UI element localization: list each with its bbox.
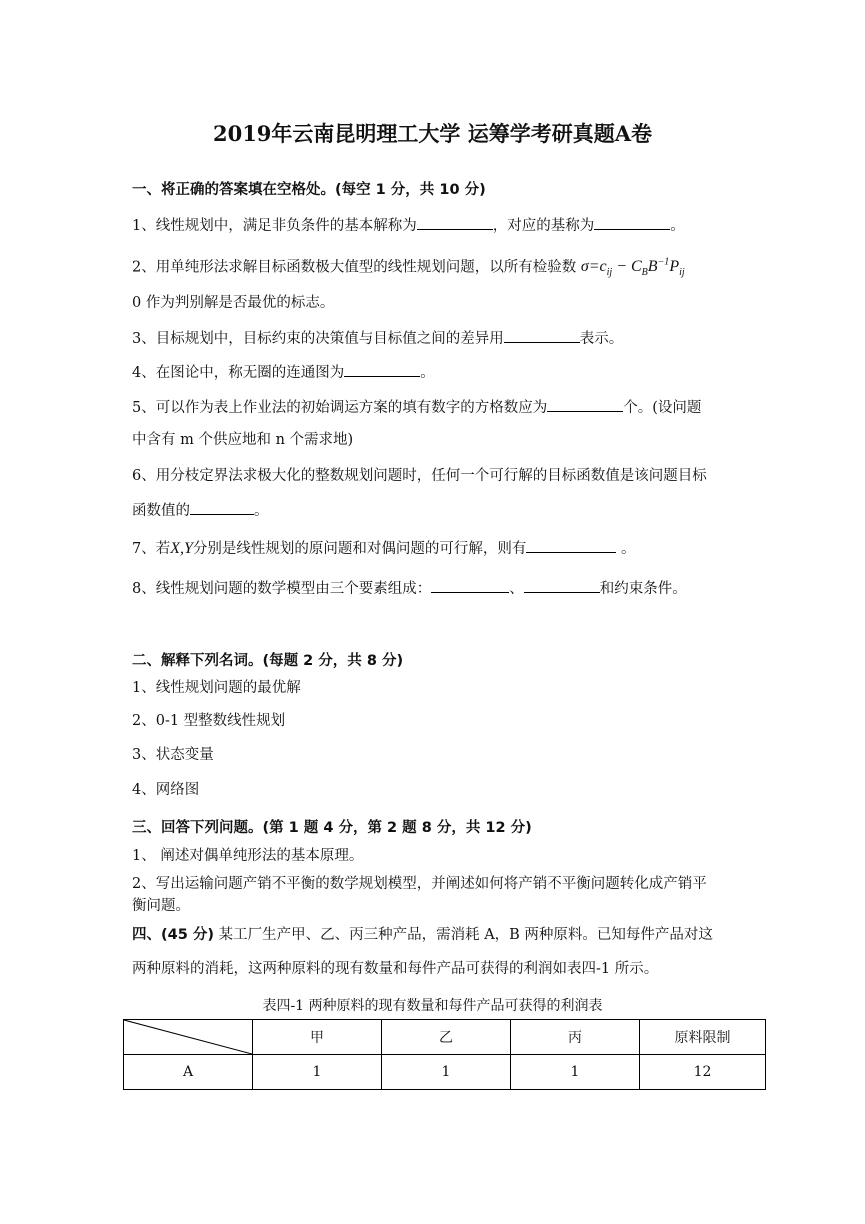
variables-xy: X,Y: [170, 540, 193, 557]
section-4-heading: 四、(45 分): [132, 927, 214, 943]
header-cell: 乙: [382, 1020, 511, 1055]
question-1-2-cont: 0 作为判别解是否最优的标志。: [132, 295, 335, 311]
table-cell: 1: [253, 1055, 382, 1090]
header-cell: 原料限制: [640, 1020, 766, 1055]
table-cell: 1: [382, 1055, 511, 1090]
question-1-7: 7、若X,Y分别是线性规划的原问题和对偶问题的可行解，则有 。: [132, 540, 636, 557]
header-cell: 丙: [511, 1020, 640, 1055]
question-1-8: 8、线性规划问题的数学模型由三个要素组成： 、 和约束条件。: [132, 578, 687, 599]
question-1-6-cont: 函数值的 。: [132, 500, 269, 521]
question-1-5-cont: 中含有 m 个供应地和 n 个需求地): [132, 432, 354, 448]
question-1-5: 5、可以作为表上作业法的初始调运方案的填有数字的方格数应为 个。(设问题: [132, 397, 701, 418]
answer-blank: [504, 328, 580, 343]
header-cell: 甲: [253, 1020, 382, 1055]
materials-table: [123, 1019, 766, 1090]
table-row: [124, 1055, 766, 1090]
term-item: 2、0-1 型整数线性规划: [132, 713, 286, 729]
check-number-formula: $\sigma=c_{ij} - C_BB^{-1}P_{ij}$: [580, 257, 685, 279]
section-4-text: 四、(45 分) 某工厂生产甲、乙、丙三种产品，需消耗 A，B 两种原料。已知每件产品对这: [132, 927, 713, 943]
term-item: 3、状态变量: [132, 747, 214, 763]
answer-blank: [594, 215, 670, 230]
question-3-2-cont: 衡问题。: [132, 898, 190, 914]
answer-blank: [547, 397, 623, 412]
page-title: 2019年云南昆明理工大学 运筹学考研真题A卷: [212, 121, 653, 146]
question-3-1: 1、 阐述对偶单纯形法的基本原理。: [132, 848, 364, 864]
question-1-1: 1、线性规划中，满足非负条件的基本解称为 ，对应的基称为 。: [132, 215, 685, 236]
answer-blank: [526, 538, 616, 553]
answer-blank: [344, 362, 420, 377]
question-1-4: 4、在图论中，称无圈的连通图为 。: [132, 362, 435, 383]
table-cell: A: [124, 1055, 253, 1090]
question-1-3: 3、目标规划中，目标约束的决策值与目标值之间的差异用 表示。: [132, 328, 623, 349]
question-3-2: 2、写出运输问题产销不平衡的数学规划模型，并阐述如何将产销不平衡问题转化成产销平: [132, 876, 707, 892]
section-3-heading: 三、回答下列问题。(第 1 题 4 分，第 2 题 8 分，共 12 分): [132, 820, 532, 836]
question-1-6: 6、用分枝定界法求极大化的整数规划问题时，任何一个可行解的目标函数值是该问题目标: [132, 468, 707, 484]
answer-blank: [417, 215, 493, 230]
table-cell: 1: [511, 1055, 640, 1090]
term-item: 1、线性规划问题的最优解: [132, 680, 301, 696]
section-1-heading: 一、将正确的答案填在空格处。(每空 1 分，共 10 分): [132, 182, 486, 198]
table-cell: 12: [640, 1055, 766, 1090]
table-header-row: [124, 1020, 766, 1055]
diagonal-line: [124, 1020, 252, 1054]
answer-blank: [431, 578, 509, 593]
answer-blank: [524, 578, 600, 593]
answer-blank: [190, 500, 254, 515]
table-caption: 表四-1 两种原料的现有数量和每件产品可获得的利润表: [262, 998, 603, 1014]
question-1-2: 2、用单纯形法求解目标函数极大值型的线性规划问题，以所有检验数 $\sigma=c_{ij} - C_BB^{-1}P_{ij}$: [132, 257, 685, 279]
diagonal-header-cell: [124, 1020, 253, 1055]
term-item: 4、网络图: [132, 782, 200, 798]
section-2-heading: 二、解释下列名词。(每题 2 分，共 8 分): [132, 653, 404, 669]
section-4-text-cont: 两种原料的消耗，这两种原料的现有数量和每件产品可获得的利润如表四-1 所示。: [132, 961, 659, 977]
